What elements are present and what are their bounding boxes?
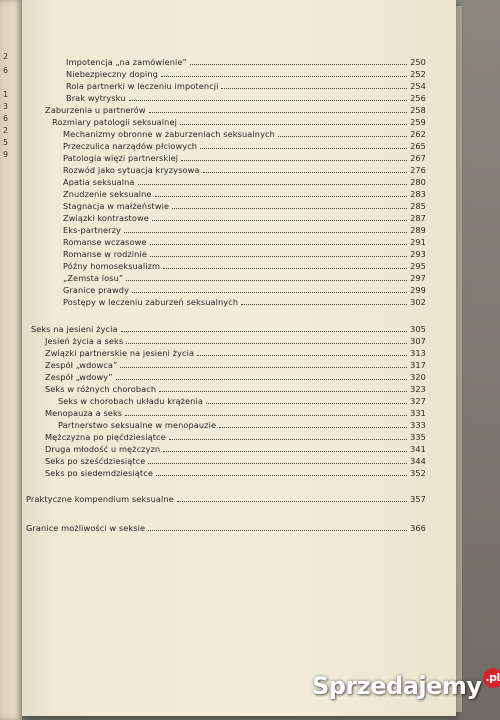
toc-entry-page: 285 (410, 201, 426, 211)
toc-entry-page: 254 (410, 81, 426, 91)
left-page-fragment: 6 (3, 66, 9, 75)
toc-entry-page: 302 (410, 297, 426, 307)
toc-entry-page: 327 (410, 396, 426, 406)
toc-entry-title: Związki partnerskie na jesieni życia (45, 348, 195, 358)
toc-leader-dots (221, 88, 407, 89)
toc-entry-title: Seks na jesieni życia (31, 324, 118, 334)
left-page-fragment: 2 (3, 126, 9, 135)
toc-leader-dots (278, 136, 407, 137)
toc-leader-dots (161, 76, 407, 77)
toc-entry-title: Postępy w leczeniu zaburzeń seksualnych (63, 297, 239, 307)
toc-leader-dots (156, 475, 407, 476)
toc-leader-dots (163, 451, 407, 452)
toc-leader-dots (149, 112, 407, 113)
toc-leader-dots (163, 268, 407, 269)
toc-entry-title: Impotencja „na zamówienie” (66, 57, 187, 67)
toc-entry-page: 280 (410, 177, 426, 187)
toc-entry (66, 67, 426, 79)
toc-entry (63, 271, 426, 283)
toc-leader-dots (125, 415, 407, 416)
toc-leader-dots (150, 244, 407, 245)
toc-entry (63, 199, 426, 211)
toc-leader-dots (177, 501, 407, 502)
toc-entry-page: 252 (410, 69, 426, 79)
toc-entry-page: 259 (410, 117, 426, 127)
toc-entry (45, 430, 426, 442)
toc-entry (63, 259, 426, 271)
toc-entry-page: 352 (410, 468, 426, 478)
toc-leader-dots (241, 304, 407, 305)
toc-entry-title: Zespół „wdowca” (45, 360, 118, 370)
toc-entry-title: Brak wytrysku (66, 93, 126, 103)
toc-entry-title: Seks po sześćdziesiątce (45, 456, 146, 466)
toc-entry (66, 79, 426, 91)
table-of-contents (22, 0, 456, 716)
toc-entry (63, 151, 426, 163)
toc-entry (63, 175, 426, 187)
toc-leader-dots (155, 196, 407, 197)
toc-leader-dots (152, 220, 407, 221)
toc-entry (45, 466, 426, 478)
toc-entry-title: Znudzenie seksualne (63, 189, 152, 199)
toc-entry-page: 366 (410, 523, 426, 533)
toc-entry-page: 335 (410, 432, 426, 442)
toc-entry (45, 406, 426, 418)
toc-entry-title: Seks w różnych chorobach (45, 384, 157, 394)
toc-entry-title: Rozwód jako sytuacja kryzysowa (63, 165, 200, 175)
toc-entry-page: 265 (410, 141, 426, 151)
toc-leader-dots (148, 530, 407, 531)
toc-entry-title: Praktyczne kompendium seksualne (26, 494, 174, 504)
toc-entry (63, 139, 426, 151)
toc-entry (45, 334, 426, 346)
toc-leader-dots (129, 100, 407, 101)
left-page-fragment: 5 (3, 138, 9, 147)
toc-leader-dots (172, 208, 407, 209)
left-page-fragment: 3 (3, 102, 9, 111)
toc-entry-title: Rozmiary patologii seksualnej (52, 117, 177, 127)
toc-entry-title: Mężczyzna po pięćdziesiątce (45, 432, 166, 442)
toc-entry-page: 267 (410, 153, 426, 163)
toc-entry-title: Zespół „wdowy” (45, 372, 113, 382)
toc-entry-page: 291 (410, 237, 426, 247)
toc-entry-title: Granice możliwości w seksie (26, 523, 146, 533)
toc-entry-title: Menopauza a seks (45, 408, 123, 418)
toc-entry-title: Romanse wczasowe (63, 237, 147, 247)
toc-entry (52, 115, 426, 127)
toc-entry (45, 442, 426, 454)
toc-entry-page: 297 (410, 273, 426, 283)
toc-entry-page: 293 (410, 249, 426, 259)
watermark-text: Sprzedajemy (312, 672, 482, 700)
toc-leader-dots (116, 379, 407, 380)
toc-entry-title: Związki kontrastowe (63, 213, 149, 223)
toc-entry-title: Zaburzenia u partnerów (45, 105, 146, 115)
toc-entry-title: Seks w chorobach układu krążenia (58, 396, 203, 406)
toc-leader-dots (126, 343, 407, 344)
toc-entry-page: 344 (410, 456, 426, 466)
toc-entry-title: Patologia więzi partnerskiej (63, 153, 179, 163)
toc-entry-title: Romanse w rodzinie (63, 249, 147, 259)
toc-leader-dots (180, 124, 407, 125)
toc-entry-title: Stagnacja w małżeństwie (63, 201, 170, 211)
toc-entry-title: Apatia seksualna (63, 177, 135, 187)
toc-entry-page: 317 (410, 360, 426, 370)
toc-entry-page: 323 (410, 384, 426, 394)
toc-entry-title: Eks-partnerzy (63, 225, 121, 235)
toc-entry-title: Granice prawdy (63, 285, 130, 295)
toc-entry-title: Niebezpieczny doping (66, 69, 158, 79)
toc-chapter (26, 492, 426, 504)
toc-entry-page: 357 (410, 494, 426, 504)
toc-leader-dots (203, 172, 408, 173)
toc-leader-dots (126, 280, 407, 281)
toc-entry (45, 358, 426, 370)
toc-entry (45, 346, 426, 358)
toc-leader-dots (121, 331, 407, 332)
toc-entry-page: 320 (410, 372, 426, 382)
toc-leader-dots (169, 439, 407, 440)
toc-entry (63, 235, 426, 247)
toc-entry (63, 223, 426, 235)
toc-entry (63, 127, 426, 139)
toc-entry-title: Jesień życia a seks (45, 336, 124, 346)
toc-leader-dots (200, 148, 407, 149)
toc-entry (45, 103, 426, 115)
toc-entry-page: 262 (410, 129, 426, 139)
toc-entry-page: 333 (410, 420, 426, 430)
toc-leader-dots (132, 292, 407, 293)
toc-entry (45, 454, 426, 466)
toc-entry-page: 289 (410, 225, 426, 235)
toc-entry-title: Późny homoseksualizm (63, 261, 161, 271)
toc-leader-dots (197, 355, 407, 356)
toc-chapter (26, 521, 426, 533)
toc-entry (63, 295, 426, 307)
toc-entry (45, 370, 426, 382)
toc-leader-dots (120, 367, 407, 368)
toc-leader-dots (181, 160, 407, 161)
left-page-edge (0, 0, 22, 720)
toc-entry (63, 283, 426, 295)
toc-entry-title: Przeczulica narządów płciowych (63, 141, 198, 151)
page-stack-edge (456, 6, 462, 712)
site-watermark (312, 666, 500, 706)
toc-entry-page: 256 (410, 93, 426, 103)
toc-entry-page: 295 (410, 261, 426, 271)
toc-entry (58, 394, 426, 406)
toc-leader-dots (138, 184, 407, 185)
toc-entry-page: 276 (410, 165, 426, 175)
toc-entry-page: 305 (410, 324, 426, 334)
toc-leader-dots (206, 403, 407, 404)
toc-page (22, 0, 456, 716)
toc-entry (58, 418, 426, 430)
toc-entry-page: 258 (410, 105, 426, 115)
toc-entry (66, 91, 426, 103)
toc-entry-page: 307 (410, 336, 426, 346)
toc-entry-title: „Zemsta losu” (63, 273, 124, 283)
toc-entry-page: 250 (410, 57, 426, 67)
toc-leader-dots (124, 232, 407, 233)
toc-entry-page: 331 (410, 408, 426, 418)
watermark-badge: .pl (483, 668, 500, 688)
toc-entry-title: Partnerstwo seksualne w menopauzie (58, 420, 217, 430)
toc-leader-dots (150, 256, 407, 257)
left-page-fragment: 6 (3, 114, 9, 123)
toc-entry-page: 287 (410, 213, 426, 223)
toc-leader-dots (219, 427, 407, 428)
left-page-fragment: 9 (3, 150, 9, 159)
toc-entry-title: Druga młodość u mężczyzn (45, 444, 161, 454)
toc-entry-title: Mechanizmy obronne w zaburzeniach seksualnych (63, 129, 275, 139)
toc-entry (63, 247, 426, 259)
toc-entry-title: Seks po siedemdziesiątce (45, 468, 153, 478)
toc-entry (63, 163, 426, 175)
toc-entry-page: 283 (410, 189, 426, 199)
toc-entry (63, 187, 426, 199)
toc-entry-page: 299 (410, 285, 426, 295)
toc-leader-dots (159, 391, 407, 392)
toc-leader-dots (148, 463, 407, 464)
toc-entry-page: 341 (410, 444, 426, 454)
toc-entry-page: 313 (410, 348, 426, 358)
toc-entry (66, 55, 426, 67)
left-page-fragment: 1 (3, 90, 9, 99)
left-page-fragment: 2 (3, 52, 9, 61)
toc-entry-title: Rola partnerki w leczeniu impotencji (66, 81, 219, 91)
toc-chapter (31, 322, 426, 334)
toc-leader-dots (190, 64, 407, 65)
toc-entry (45, 382, 426, 394)
toc-entry (63, 211, 426, 223)
